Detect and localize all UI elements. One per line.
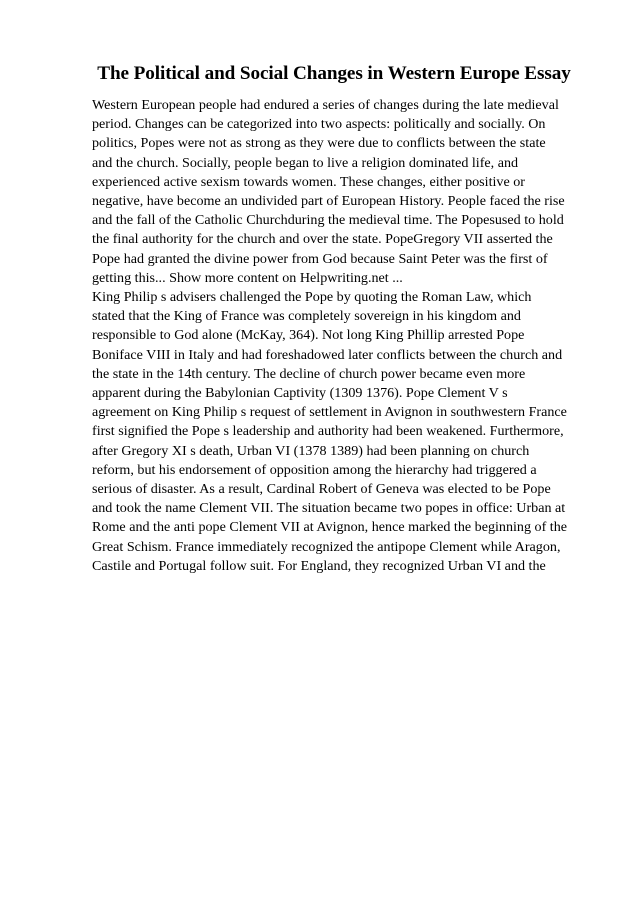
- body-line: the final authority for the church and over the state. PopeGregory VII asserted the: [92, 231, 553, 248]
- body-line: politics, Popes were not as strong as they were due to conflicts between the state: [92, 135, 546, 152]
- essay-body: [92, 96, 612, 576]
- body-line: period. Changes can be categorized into two aspects: politically and socially. On: [92, 116, 546, 133]
- body-line: responsible to God alone (McKay, 364). Not long King Phillip arrested Pope: [92, 327, 525, 344]
- essay-title: The Political and Social Changes in Western Europe Essay: [97, 63, 571, 84]
- body-line: Castile and Portugal follow suit. For England, they recognized Urban VI and the: [92, 557, 546, 574]
- body-line: Boniface VIII in Italy and had foreshadowed later conflicts between the church and: [92, 346, 563, 363]
- body-line: experienced active sexism towards women. These changes, either positive or: [92, 173, 525, 190]
- body-line: stated that the King of France was completely sovereign in his kingdom and: [92, 308, 521, 325]
- body-line: reform, but his endorsement of opposition among the hierarchy had triggered a: [92, 461, 537, 478]
- body-line: agreement on King Philip s request of settlement in Avignon in southwestern France: [92, 404, 567, 421]
- body-line: serious of disaster. As a result, Cardinal Robert of Geneva was elected to be Pope: [92, 481, 551, 498]
- show-more-line: getting this... Show more content on Helpwriting.net ...: [92, 269, 403, 286]
- body-line: and took the name Clement VII. The situation became two popes in office: Urban at: [92, 500, 566, 517]
- body-line: apparent during the Babylonian Captivity (1309 1376). Pope Clement V s: [92, 385, 508, 402]
- body-line: Western European people had endured a series of changes during the late medieval: [92, 97, 559, 113]
- body-line: King Philip s advisers challenged the Pope by quoting the Roman Law, which: [92, 289, 532, 306]
- body-line: negative, have become an undivided part of European History. People faced the rise: [92, 193, 565, 210]
- body-line: after Gregory XI s death, Urban VI (1378 1389) had been planning on church: [92, 442, 530, 459]
- body-line: first signified the Pope s leadership and authority had been weakened. Furthermore,: [92, 423, 564, 440]
- body-line: Great Schism. France immediately recognized the antipope Clement while Aragon,: [92, 538, 561, 555]
- body-line: Rome and the anti pope Clement VII at Avignon, hence marked the beginning of the: [92, 519, 568, 536]
- body-line: and the church. Socially, people began to live a religion dominated life, and: [92, 154, 519, 171]
- body-line: the state in the 14th century. The decline of church power became even more: [92, 365, 526, 382]
- body-line: and the fall of the Catholic Churchduring the medieval time. The Popesused to hold: [92, 212, 564, 229]
- body-line: Pope had granted the divine power from God because Saint Peter was the first of: [92, 250, 548, 267]
